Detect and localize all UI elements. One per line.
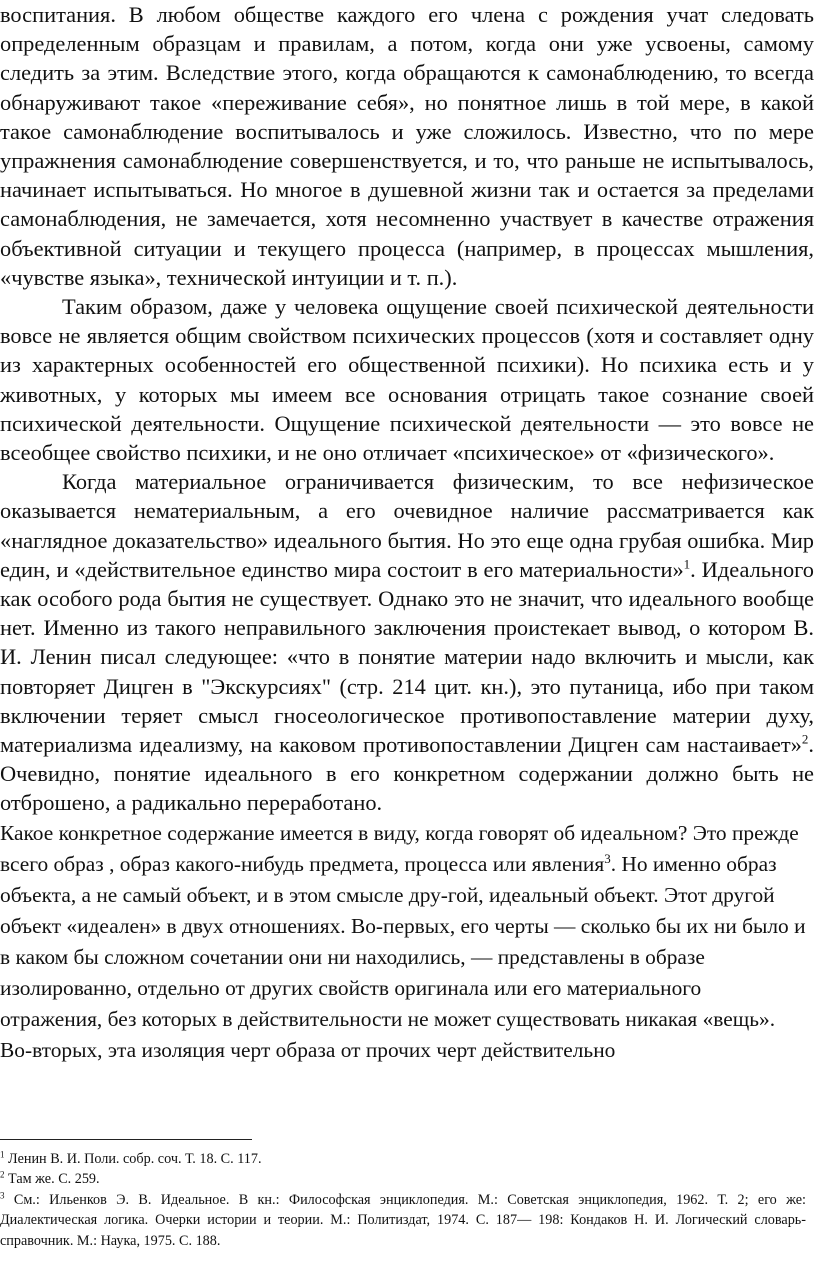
paragraph-4-text-b: . Но именно образ объекта, а не самый объект, и в этом смысле дру-гой, идеальный объект. Этот другой объект «идеален» в двух отношениях. Во-первых, его черты — сколько бы их ни было и в каком бы сложном сочетании они ни находились, — представлены в образе изолированно, отдельно от других свойств оригинала или его материального отражения, без которых в действительности не может существовать никакая «вещь». Во-вторых, эта изоляция черт образа от прочих черт действительно: [0, 851, 806, 1062]
footnote-3: [0, 1190, 806, 1251]
paragraph-4: [0, 818, 806, 1066]
footnotes: [0, 1149, 806, 1251]
footnote-text: Там же. С. 259.: [4, 1171, 100, 1188]
footnote-text: Ленин В. И. Поли. собр. соч. Т. 18. С. 117.: [4, 1151, 262, 1167]
footnote-ref-1[interactable]: 1: [683, 556, 691, 572]
footnote-number: 3: [0, 1190, 5, 1201]
footnote-ref-3[interactable]: 3: [604, 850, 611, 866]
footnote-number: 1: [0, 1149, 5, 1160]
footnote-2: [0, 1169, 806, 1189]
footnote-text: См.: Ильенков Э. В. Идеальное. В кн.: Философская энциклопедия. М.: Советская энциклопедия, 1962. Т. 2; его же: Диалектическая логика. Очерки истории и теории. М.: Политиздат, 1974. С. 187— 198: Кондаков Н. И. Логический словарь-справочник. М.: Наука, 1975. С. 188.: [0, 1191, 806, 1249]
paragraph-4-text-a: Какое конкретное содержание имеется в виду, когда говорят об идеальном? Это прежде всего образ , образ какого-нибудь предмета, процесса или явления: [0, 820, 799, 876]
paragraph-3-text-a: Когда материальное ограничивается физическим, то все нефизическое оказывается нематериальным, а его очевидное наличие рассматривается как «наглядное доказательство» идеального бытия. Но это еще одна грубая ошибка. Мир един, и «действительное единство мира состоит в его материальности»: [0, 469, 814, 582]
paragraph-1: воспитания. В любом обществе каждого его члена с рождения учат следовать определенным образцам и правилам, а потом, когда они уже усвоены, самому следить за этим. Вследствие этого, когда обращаются к самонаблюдению, то всегда обнаруживают такое «переживание себя», но понятное лишь в той мере, в какой такое самонаблюдение воспитывалось и уже сложилось. Известно, что по мере упражнения самонаблюдение совершенствуется, и то, что раньше не испытывалось, начинает испытываться. Но многое в душевной жизни так и остается за пределами самонаблюдения, не замечается, хотя несомненно участвует в качестве отражения объективной ситуации и текущего процесса (например, в процессах мышления, «чувстве языка», технической интуиции и т. п.).: [0, 2, 814, 290]
paragraph-3-text-b: . Идеального как особого рода бытия не существует. Однако это не значит, что идеального вообще нет. Именно из такого неправильного заключения проистекает вывод, о котором В. И. Ленин писал следующее: «что в понятие материи надо включить и мысли, как повторяет Дицген в "Экскурсиях" (стр. 214 цит. кн.), это путаница, ибо при таком включении теряет смысл гносеологическое противопоставление материи духу, материализма идеализму, на каковом противопоставлении Дицген сам настаивает»: [0, 556, 814, 758]
footnote-1: [0, 1149, 806, 1169]
footnote-ref-2[interactable]: 2: [801, 731, 809, 747]
footnote-divider: [0, 1139, 252, 1140]
paragraph-3: [0, 467, 814, 817]
paragraph-2: Таким образом, даже у человека ощущение своей психической деятельности вовсе не является общим свойством психических процессов (хотя и составляет одну из характерных особенностей его общественной психики). Но психика есть и у животных, у которых мы имеем все основания отрицать такое сознание своей психической деятельности. Ощущение психической деятельности — это вовсе не всеобщее свойство психики, и не оно отличает «психическое» от «физического».: [0, 294, 814, 466]
footnote-number: 2: [0, 1169, 5, 1180]
paragraph-3-text-c: . Очевидно, понятие идеального в его конкретном содержании должно быть не отброшено, а радикально переработано.: [0, 732, 814, 816]
